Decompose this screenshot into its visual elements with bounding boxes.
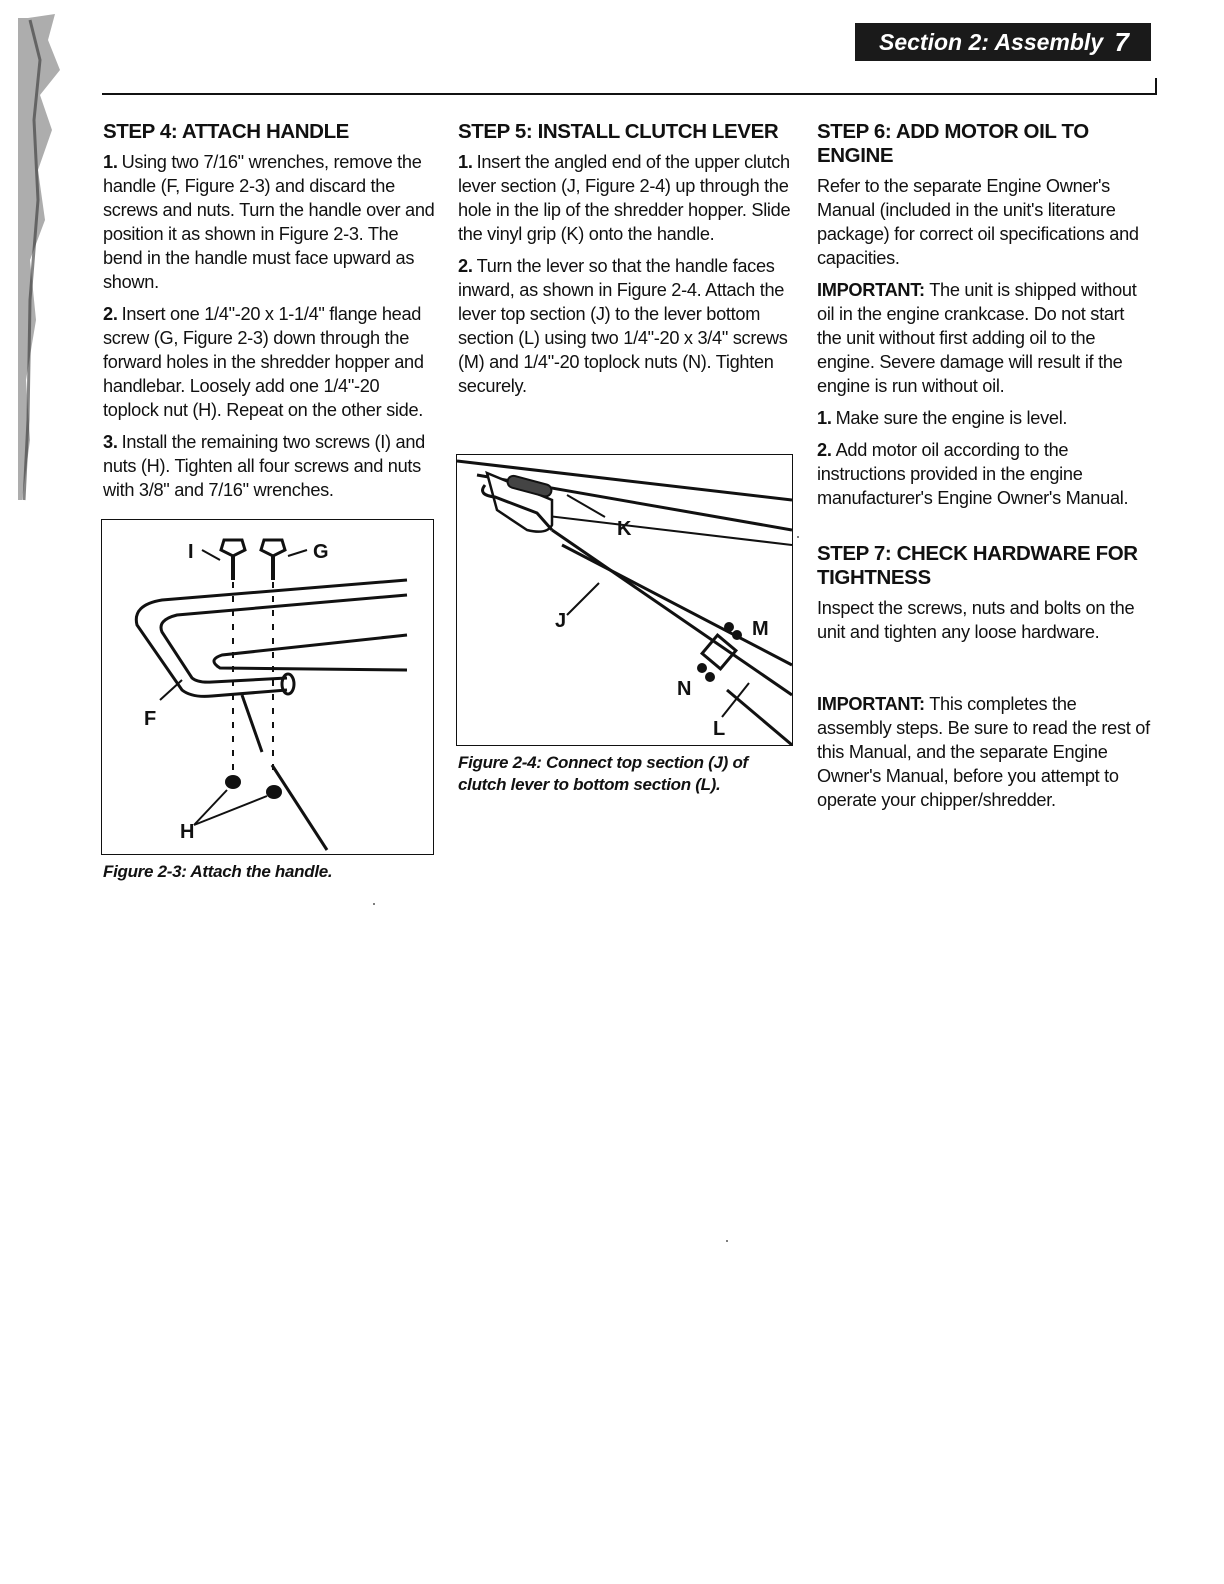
label-k: K [617, 518, 632, 540]
column-step-4 [103, 120, 438, 510]
step-5-item-1: 1. Insert the angled end of the upper clutch lever section (J, Figure 2-4) up through the hole in the lip of the shredder hopper. Slide the vinyl grip (K) onto the handle. [458, 152, 791, 244]
closing-important: IMPORTANT: This completes the assembly steps. Be sure to read the rest of this Manual, and the separate Engine Owner's Manual, before you attempt to operate your chipper/shredder. [817, 694, 1150, 810]
scan-speck [797, 536, 799, 538]
figure-2-4-caption: Figure 2-4: Connect top section (J) of clutch lever to bottom section (L). [458, 753, 748, 794]
screws-m-nuts-n-icon [697, 622, 742, 682]
label-g: G [313, 541, 329, 563]
column-step-5 [458, 120, 794, 406]
step-4-item-1: 1. Using two 7/16" wrenches, remove the handle (F, Figure 2-3) and discard the screws and nuts. Turn the handle over and position it as shown in Figure 2-3. The bend in the handle must face upward as shown. [103, 152, 435, 292]
screw-g-icon [261, 540, 285, 580]
step-6-intro: Refer to the separate Engine Owner's Manual (included in the unit's literature package) for correct oil specifications and capacities. [817, 176, 1139, 268]
header-rule-tick [1155, 78, 1157, 95]
step-7-title: STEP 7: CHECK HARDWARE FOR TIGHTNESS [817, 542, 1138, 589]
nut-h-left-icon [225, 775, 241, 789]
step-4-item-2: 2. Insert one 1/4"-20 x 1-1/4" flange head screw (G, Figure 2-3) down through the forward holes in the shredder hopper and handlebar. Loosely add one 1/4"-20 toplock nut (H). Repeat on the other side. [103, 304, 424, 420]
step-5-item-2: 2. Turn the lever so that the handle faces inward, as shown in Figure 2-4. Attach the lever top section (J) to the lever bottom section (L) using two 1/4"-20 x 3/4" screws (M) and 1/4"-20 toplock nuts (N). Tighten securely. [458, 256, 788, 396]
header-rule [102, 93, 1157, 95]
figure-2-4-drawing [457, 455, 792, 745]
step-4-item-3: 3. Install the remaining two screws (I) and nuts (H). Tighten all four screws and nuts with 3/8" and 7/16" wrenches. [103, 432, 425, 500]
column-step-6-7 [817, 120, 1152, 820]
step-6-important: IMPORTANT: The unit is shipped without oil in the engine crankcase. Do not start the unit without first adding oil to the engine. Severe damage will result if the engine is run without oil. [817, 280, 1137, 396]
section-label: Section 2: Assembly [879, 29, 1104, 55]
page-number: 7 [1114, 27, 1129, 57]
step-7-text: Inspect the screws, nuts and bolts on the unit and tighten any loose hardware. [817, 598, 1135, 642]
scan-edge-artifact [0, 0, 90, 520]
label-l: L [713, 718, 726, 740]
nut-h-right-icon [266, 785, 282, 799]
figure-2-4-clutch-lever-diagram [456, 454, 793, 746]
step-6-item-2: 2. Add motor oil according to the instructions provided in the engine manufacturer's Engine Owner's Manual. [817, 440, 1129, 508]
label-n: N [677, 678, 692, 700]
label-j: J [555, 610, 567, 632]
section-header-bar [855, 23, 1151, 61]
label-h: H [180, 821, 195, 843]
label-m: M [752, 618, 769, 640]
step-5-title: STEP 5: INSTALL CLUTCH LEVER [458, 120, 779, 143]
scan-speck [726, 1240, 728, 1242]
step-6-item-1: 1. Make sure the engine is level. [817, 408, 1068, 428]
label-i: I [188, 541, 194, 563]
figure-2-3-handle-diagram [101, 519, 434, 855]
screw-i-icon [221, 540, 245, 580]
scan-speck [373, 903, 375, 905]
step-4-title: STEP 4: ATTACH HANDLE [103, 120, 349, 143]
label-f: F [144, 708, 157, 730]
figure-2-3-drawing [102, 520, 433, 854]
figure-2-3-caption: Figure 2-3: Attach the handle. [103, 862, 333, 881]
step-6-title: STEP 6: ADD MOTOR OIL TO ENGINE [817, 120, 1089, 167]
